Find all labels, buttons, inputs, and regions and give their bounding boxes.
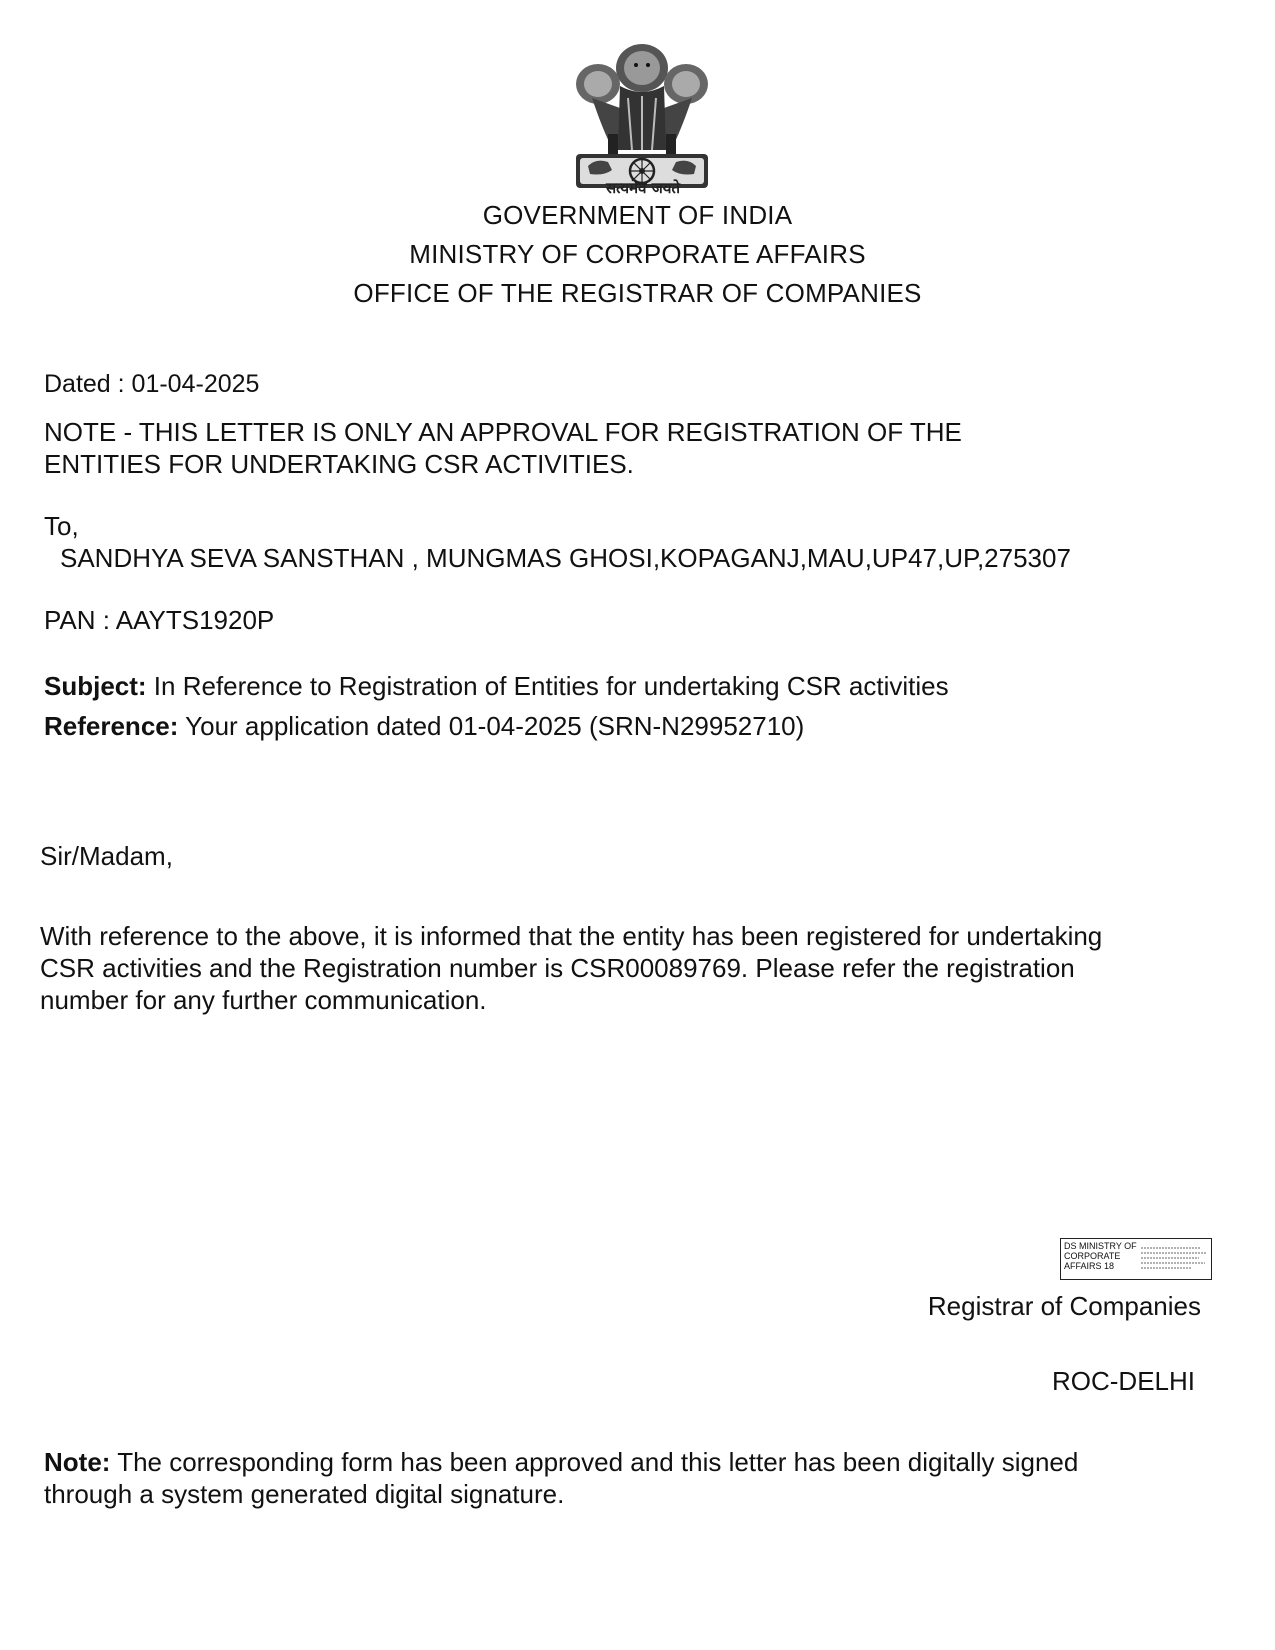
header-office: OFFICE OF THE REGISTRAR OF COMPANIES — [353, 278, 922, 308]
pan-line: PAN : AAYTS1920P — [44, 605, 275, 635]
header-government: GOVERNMENT OF INDIA — [482, 200, 793, 230]
top-note-line2: ENTITIES FOR UNDERTAKING CSR ACTIVITIES. — [44, 449, 634, 479]
body-line2: CSR activities and the Registration number is CSR00089769. Please refer the registration — [40, 953, 1075, 983]
reference-label: Reference: — [44, 711, 179, 741]
signatory-office: ROC-DELHI — [1051, 1366, 1195, 1396]
header-ministry: MINISTRY OF CORPORATE AFFAIRS — [409, 239, 866, 269]
signatory-title: Registrar of Companies — [927, 1291, 1201, 1321]
subject-line — [44, 670, 949, 702]
digital-signature-stamp — [1060, 1238, 1212, 1280]
top-note-line1: NOTE - THIS LETTER IS ONLY AN APPROVAL FOR REGISTRATION OF THE — [44, 417, 962, 447]
addressee: SANDHYA SEVA SANSTHAN , MUNGMAS GHOSI,KOPAGANJ,MAU,UP47,UP,275307 — [60, 543, 1071, 573]
reference-line — [44, 710, 804, 742]
to-label: To, — [44, 511, 79, 541]
ashoka-emblem-icon — [562, 38, 722, 196]
dated-line: Dated : 01-04-2025 — [44, 370, 260, 398]
stamp-signature-scribble-icon — [1141, 1245, 1209, 1275]
footer-note-label: Note: — [44, 1447, 111, 1477]
reference-text: Your application dated 01-04-2025 (SRN-N29952710) — [178, 711, 805, 741]
footer-note-line1 — [44, 1446, 1078, 1478]
stamp-line2: CORPORATE — [1064, 1251, 1121, 1261]
stamp-text — [1064, 1241, 1137, 1271]
footer-note-line2: through a system generated digital signature. — [44, 1479, 565, 1509]
body-line1: With reference to the above, it is informed that the entity has been registered for undertaking — [40, 921, 1103, 951]
footer-note-text: The corresponding form has been approved and this letter has been digitally signed — [110, 1447, 1079, 1477]
stamp-line1: DS MINISTRY OF — [1064, 1241, 1137, 1251]
stamp-line3: AFFAIRS 18 — [1064, 1261, 1115, 1271]
subject-text: In Reference to Registration of Entities for undertaking CSR activities — [146, 671, 949, 701]
emblem-motto: सत्यमेव जयते — [605, 179, 681, 197]
body-line3: number for any further communication. — [40, 985, 487, 1015]
subject-label: Subject: — [44, 671, 147, 701]
salutation: Sir/Madam, — [40, 841, 173, 871]
